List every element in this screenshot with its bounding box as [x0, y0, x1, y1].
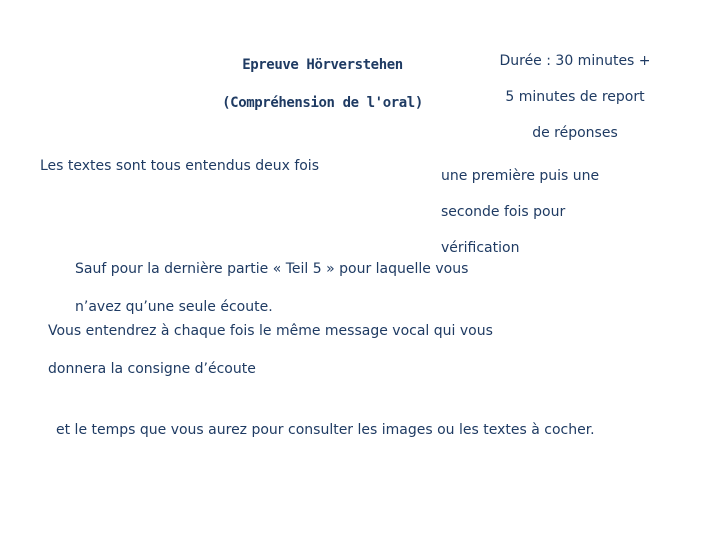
- exam-title: [200, 37, 445, 132]
- duration-line-1: Durée : 30 minutes +: [499, 53, 651, 69]
- verification-line-3: vérification: [441, 240, 520, 256]
- exam-duration: [480, 34, 670, 160]
- consultation-time-note: et le temps que vous aurez pour consulter les images ou les textes à cocher.: [56, 422, 595, 438]
- message-line-2: donnera la consigne d’écoute: [48, 361, 256, 377]
- duration-line-3: de réponses: [532, 125, 618, 141]
- exam-title-line-2: (Compréhension de l'oral): [222, 95, 423, 111]
- message-line-1: Vous entendrez à chaque fois le même message vocal qui vous: [48, 323, 493, 339]
- verification-line-2: seconde fois pour: [441, 204, 566, 220]
- exception-line-1: Sauf pour la dernière partie « Teil 5 » pour laquelle vous: [75, 261, 469, 277]
- vocal-message-note: [48, 303, 528, 398]
- exam-title-line-1: Epreuve Hörverstehen: [242, 57, 403, 73]
- repeat-note: Les textes sont tous entendus deux fois: [40, 158, 319, 174]
- duration-line-2: 5 minutes de report: [505, 89, 645, 105]
- verification-line-1: une première puis une: [441, 168, 600, 184]
- exception-line-2: n’avez qu’une seule écoute.: [75, 299, 273, 315]
